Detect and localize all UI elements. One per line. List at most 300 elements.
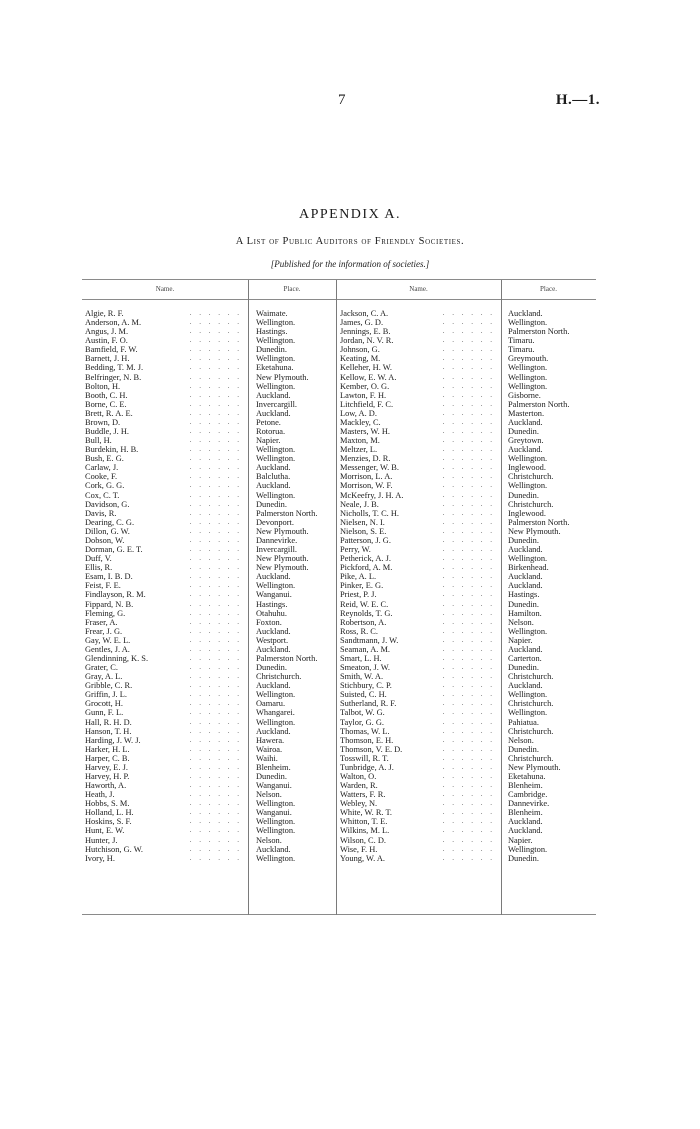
auditor-place-entry [504,808,596,817]
auditor-name: Keating, M. [340,354,381,364]
auditor-place: Wanganui. [256,808,292,818]
leader-dots: . . . . . . [442,381,495,390]
auditor-place-entry [504,327,596,336]
auditor-place-entry [252,781,336,790]
auditor-name-entry [85,745,248,754]
leader-dots: . . . . . . [189,771,242,780]
auditor-place-entry [504,436,596,445]
leader-dots: . . . . . . [189,327,242,336]
auditor-name-entry [85,718,248,727]
auditor-place-entry [252,845,336,854]
auditor-name-entry [340,790,501,799]
leader-dots: . . . . . . [442,808,495,817]
auditor-place: Hawera. [256,735,285,745]
auditor-name-entry [340,799,501,808]
auditor-place-entry [504,536,596,545]
auditor-name: Dillon, G. W. [85,526,130,536]
auditor-name-entry [340,509,501,518]
auditor-name-entry [85,500,248,509]
auditor-name-entry [340,627,501,636]
auditor-name: Hutchison, G. W. [85,844,143,854]
auditor-place: Wellington. [256,581,296,591]
auditor-place: Balclutha. [256,472,291,482]
auditor-place: Wellington. [508,363,548,373]
auditor-name-entry [85,690,248,699]
auditor-name: Findlayson, R. M. [85,590,146,600]
leader-dots: . . . . . . [189,617,242,626]
place-column-header: Place. [540,285,557,293]
auditor-name-entry [340,418,501,427]
auditor-place: Rotorua. [256,427,286,437]
auditor-name: Mackley, C. [340,417,381,427]
auditor-name: Morrison, L. A. [340,472,393,482]
leader-dots: . . . . . . [442,563,495,572]
leader-dots: . . . . . . [442,445,495,454]
auditor-place-entry [252,618,336,627]
auditor-place: Christchurch. [256,672,302,682]
leader-dots: . . . . . . [189,808,242,817]
leader-dots: . . . . . . [189,390,242,399]
leader-dots: . . . . . . [442,781,495,790]
auditor-name-entry [340,845,501,854]
auditor-place: Wellington. [508,454,548,464]
auditor-place: Dunedin. [508,744,539,754]
auditor-place-entry [252,327,336,336]
auditor-name-entry [340,600,501,609]
auditor-name: Sandtmann, J. W. [340,635,399,645]
auditor-place: Wellington. [508,372,548,382]
auditor-name-entry [85,382,248,391]
auditor-name-entry [340,382,501,391]
auditor-name: Kelleher, H. W. [340,363,392,373]
auditor-name-entry [340,590,501,599]
auditor-place-entry [252,563,336,572]
auditor-place: Wellington. [256,690,296,700]
leader-dots: . . . . . . [442,336,495,345]
auditor-name-entry [340,345,501,354]
auditor-name: Glendinning, K. S. [85,653,149,663]
leader-dots: . . . . . . [442,644,495,653]
auditor-place: Wellington. [508,690,548,700]
auditor-place-entry [252,572,336,581]
leader-dots: . . . . . . [442,626,495,635]
auditor-name-entry [340,826,501,835]
leader-dots: . . . . . . [442,635,495,644]
auditor-name-entry [340,699,501,708]
auditor-place: Wellington. [508,844,548,854]
auditor-name: Jennings, E. B. [340,327,391,337]
auditor-place-entry [252,699,336,708]
auditor-place-entry [504,799,596,808]
auditor-name: Low, A. D. [340,408,377,418]
leader-dots: . . . . . . [189,345,242,354]
auditor-place: Napier. [256,436,281,446]
auditor-name: Pinker, E. G. [340,581,384,591]
auditor-name: Dobson, W. [85,535,125,545]
auditor-name: Walton, O. [340,771,377,781]
auditor-name-entry [85,609,248,618]
auditor-place: Blenheim. [508,781,543,791]
leader-dots: . . . . . . [442,835,495,844]
leader-dots: . . . . . . [189,626,242,635]
auditor-place: Otahuhu. [256,608,287,618]
leader-dots: . . . . . . [189,653,242,662]
auditor-name-entry [85,409,248,418]
auditor-name-entry [85,463,248,472]
auditor-place: Wairoa. [256,744,283,754]
auditor-place-entry [252,663,336,672]
auditor-place-entry [504,654,596,663]
auditor-name: Messenger, W. B. [340,463,399,473]
leader-dots: . . . . . . [442,663,495,672]
auditor-place: Auckland. [256,572,291,582]
auditor-name-entry [85,845,248,854]
auditor-name: Dorman, G. E. T. [85,545,143,555]
auditor-name-entry [85,491,248,500]
leader-dots: . . . . . . [189,417,242,426]
leader-dots: . . . . . . [442,672,495,681]
leader-dots: . . . . . . [442,771,495,780]
auditor-place-entry [252,672,336,681]
auditor-name: Buddle, J. H. [85,427,129,437]
leader-dots: . . . . . . [442,463,495,472]
leader-dots: . . . . . . [442,554,495,563]
auditor-name-entry [85,354,248,363]
place-column-header: Place. [283,285,301,293]
auditor-name-entry [340,636,501,645]
leader-dots: . . . . . . [189,762,242,771]
auditor-place: Auckland. [256,408,291,418]
auditor-name: Harper, C. B. [85,753,130,763]
auditor-name: Grater, C. [85,663,118,673]
auditor-place-entry [252,763,336,772]
auditor-name: Robertson, A. [340,617,387,627]
auditor-name: Smith, W. A. [340,672,384,682]
leader-dots: . . . . . . [442,572,495,581]
auditor-name: Esam, I. B. D. [85,572,133,582]
auditor-place: Auckland. [508,826,543,836]
auditor-name: Heath, J. [85,790,115,800]
auditor-name-entry [85,309,248,318]
leader-dots: . . . . . . [442,454,495,463]
leader-dots: . . . . . . [189,663,242,672]
auditor-name-entry [340,373,501,382]
auditor-name-entry [85,363,248,372]
header-rule [82,299,596,300]
leader-dots: . . . . . . [189,826,242,835]
auditor-place-entry [504,781,596,790]
appendix-title: APPENDIX A. [298,207,402,222]
leader-dots: . . . . . . [442,327,495,336]
auditor-name-entry [340,481,501,490]
auditor-place: Auckland. [256,644,291,654]
auditor-place-entry [252,363,336,372]
table-bottom-rule [82,914,596,915]
leader-dots: . . . . . . [189,690,242,699]
auditor-name: Algie, R. F. [85,309,124,318]
auditor-name: Frear, J. G. [85,626,123,636]
auditor-place: Auckland. [508,817,543,827]
auditor-place: Nelson. [508,617,534,627]
auditor-name-entry [85,318,248,327]
leader-dots: . . . . . . [442,590,495,599]
auditor-name: Hobbs, S. M. [85,799,130,809]
auditor-name: Masters, W. H. [340,427,391,437]
auditor-name-entry [340,581,501,590]
auditor-place-entry [252,817,336,826]
leader-dots: . . . . . . [442,799,495,808]
auditor-name-entry [85,708,248,717]
list-subtitle: A List of Public Auditors of Friendly Societies. [235,236,465,247]
auditor-name: Cork, G. G. [85,481,125,491]
auditor-place: Auckland. [508,572,543,582]
leader-dots: . . . . . . [189,781,242,790]
auditor-name: Thomson, E. H. [340,735,394,745]
leader-dots: . . . . . . [442,617,495,626]
leader-dots: . . . . . . [442,354,495,363]
auditor-name-entry [85,736,248,745]
auditor-place: Hastings. [508,590,540,600]
auditor-place: Inglewood. [508,508,546,518]
auditor-place-entry [252,554,336,563]
leader-dots: . . . . . . [442,844,495,853]
auditor-name: Fleming, G. [85,608,126,618]
auditor-name: Wilkins, M. L. [340,826,390,836]
auditor-place: Cambridge. [508,790,548,800]
auditor-place-entry [504,500,596,509]
auditor-name: Holland, L. H. [85,808,134,818]
auditor-place-entry [252,436,336,445]
auditor-place-entry [504,418,596,427]
auditor-name: Haworth, A. [85,781,127,791]
auditor-name: Fraser, A. [85,617,118,627]
auditor-place-entry [504,572,596,581]
auditor-name: Meltzer, L. [340,445,378,455]
auditor-name-entry [340,427,501,436]
leader-dots: . . . . . . [442,653,495,662]
auditor-name-entry [85,772,248,781]
auditor-place: Wellington. [256,490,296,500]
auditor-name: Reid, W. E. C. [340,599,389,609]
auditor-name: Gunn, F. L. [85,708,124,718]
auditor-place-entry [504,772,596,781]
auditor-name-entry [340,736,501,745]
auditor-name-entry [85,754,248,763]
auditor-place-entry [504,718,596,727]
auditor-name-entry [85,545,248,554]
auditor-name-entry [340,754,501,763]
auditor-name-entry [85,509,248,518]
leader-dots: . . . . . . [189,454,242,463]
leader-dots: . . . . . . [189,835,242,844]
auditor-name: Bedding, T. M. J. [85,363,144,373]
auditor-name-entry [85,699,248,708]
auditor-name-entry [85,418,248,427]
auditor-name-entry [85,826,248,835]
auditor-place-entry [252,718,336,727]
auditor-place: Greytown. [508,436,544,446]
auditor-name-entry [340,609,501,618]
auditor-place: Waimate. [256,309,288,318]
auditor-place: Auckland. [256,390,291,400]
auditor-name: Bolton, H. [85,381,121,391]
auditor-place-entry [504,817,596,826]
auditor-place-entry [504,690,596,699]
auditor-place: Eketahuna. [508,771,546,781]
auditor-name: Nicholls, T. C. H. [340,508,400,518]
auditor-place: Wellington. [508,481,548,491]
auditor-name-entry [340,518,501,527]
auditor-name-entry [85,427,248,436]
auditor-place: Dannevirke. [508,799,550,809]
auditor-name-entry [85,854,248,863]
auditor-place: Timaru. [508,345,535,355]
auditor-name: Priest, P. J. [340,590,377,600]
auditor-place-entry [252,681,336,690]
leader-dots: . . . . . . [189,535,242,544]
leader-dots: . . . . . . [189,599,242,608]
leader-dots: . . . . . . [442,481,495,490]
auditor-name: Webley, N. [340,799,378,809]
leader-dots: . . . . . . [442,599,495,608]
auditor-place: Christchurch. [508,499,554,509]
auditor-place: Palmerston North. [256,653,318,663]
auditor-name: Warden, R. [340,781,378,791]
leader-dots: . . . . . . [442,526,495,535]
auditor-place-entry [504,382,596,391]
auditor-place-entry [504,754,596,763]
auditor-place: Christchurch. [508,699,554,709]
auditor-place-entry [252,645,336,654]
auditor-name-entry [340,727,501,736]
auditor-name: Pickford, A. M. [340,563,393,573]
auditor-place-entry [252,345,336,354]
auditor-place: Auckland. [508,581,543,591]
leader-dots: . . . . . . [442,472,495,481]
auditor-name-entry [85,808,248,817]
auditor-name: Jackson, C. A. [340,309,389,318]
auditor-name: Harker, H. L. [85,744,130,754]
leader-dots: . . . . . . [189,744,242,753]
document-code: H.—1. [555,92,600,108]
leader-dots: . . . . . . [442,762,495,771]
auditor-name-entry [340,808,501,817]
auditor-place-entry [504,681,596,690]
auditor-place-entry [252,636,336,645]
auditor-place-entry [504,427,596,436]
auditor-place: Dunedin. [256,771,287,781]
auditor-name-entry [85,481,248,490]
column-divider [501,280,502,915]
leader-dots: . . . . . . [189,445,242,454]
auditor-name-entry [340,645,501,654]
leader-dots: . . . . . . [189,517,242,526]
leader-dots: . . . . . . [442,372,495,381]
auditor-place-entry [504,600,596,609]
auditor-place-entry [504,481,596,490]
auditor-place-entry [504,745,596,754]
auditor-name-entry [340,618,501,627]
auditor-place-entry [252,536,336,545]
auditor-name: Thomson, V. E. D. [340,744,403,754]
auditor-place-entry [504,509,596,518]
auditor-place: Blenheim. [508,808,543,818]
auditor-place: Nelson. [508,735,534,745]
leader-dots: . . . . . . [442,427,495,436]
auditor-name-entry [85,391,248,400]
auditor-place: Christchurch. [508,753,554,763]
auditor-place-entry [504,627,596,636]
auditor-name: Carlaw, J. [85,463,119,473]
column-divider [248,280,249,915]
auditor-place-entry [504,309,596,318]
auditor-name: Petherick, A. J. [340,554,391,564]
leader-dots: . . . . . . [442,517,495,526]
leader-dots: . . . . . . [189,817,242,826]
auditor-name: Cooke, F. [85,472,118,482]
auditor-place: Wellington. [256,717,296,727]
auditor-name: Barnett, J. H. [85,354,130,364]
auditor-place-entry [504,854,596,863]
auditor-place: Oamaru. [256,699,286,709]
auditor-place: Wellington. [508,708,548,718]
auditor-place: New Plymouth. [508,526,561,536]
auditor-name: Bull, H. [85,436,112,446]
auditor-name-entry [340,409,501,418]
auditor-place-entry [252,409,336,418]
auditor-place-entry [252,518,336,527]
auditor-place: Auckland. [256,481,291,491]
auditor-name: James, G. D. [340,318,384,328]
auditor-place: Auckland. [508,309,543,318]
auditor-name: Harding, J. W. J. [85,735,141,745]
left-name-column [85,309,248,863]
auditor-place-entry [504,445,596,454]
auditor-name-entry [340,354,501,363]
auditor-place-entry [252,590,336,599]
auditor-name-entry [85,472,248,481]
leader-dots: . . . . . . [442,608,495,617]
leader-dots: . . . . . . [189,545,242,554]
auditor-name: Maxton, M. [340,436,380,446]
auditor-place-entry [252,400,336,409]
auditor-place-entry [504,527,596,536]
auditor-name: Lawton, F. H. [340,390,387,400]
auditor-name: Kellow, E. W. A. [340,372,397,382]
auditor-place-entry [252,382,336,391]
auditor-place: Eketahuna. [256,363,294,373]
auditor-name: Nielson, S. E. [340,526,387,536]
auditor-place: Wellington. [256,454,296,464]
auditor-place-entry [504,699,596,708]
auditor-place-entry [252,654,336,663]
auditor-place: Nelson. [256,790,282,800]
auditor-name: Nielsen, N. I. [340,517,385,527]
leader-dots: . . . . . . [189,735,242,744]
auditor-place: Auckland. [256,726,291,736]
auditor-place-entry [252,736,336,745]
auditor-place: New Plymouth. [256,563,309,573]
auditor-place: Greymouth. [508,354,549,364]
leader-dots: . . . . . . [189,336,242,345]
auditor-place-entry [504,463,596,472]
auditor-place: Dunedin. [508,535,539,545]
leader-dots: . . . . . . [189,399,242,408]
auditor-place: Invercargill. [256,545,298,555]
leader-dots: . . . . . . [189,554,242,563]
leader-dots: . . . . . . [189,472,242,481]
left-place-column [252,309,336,863]
